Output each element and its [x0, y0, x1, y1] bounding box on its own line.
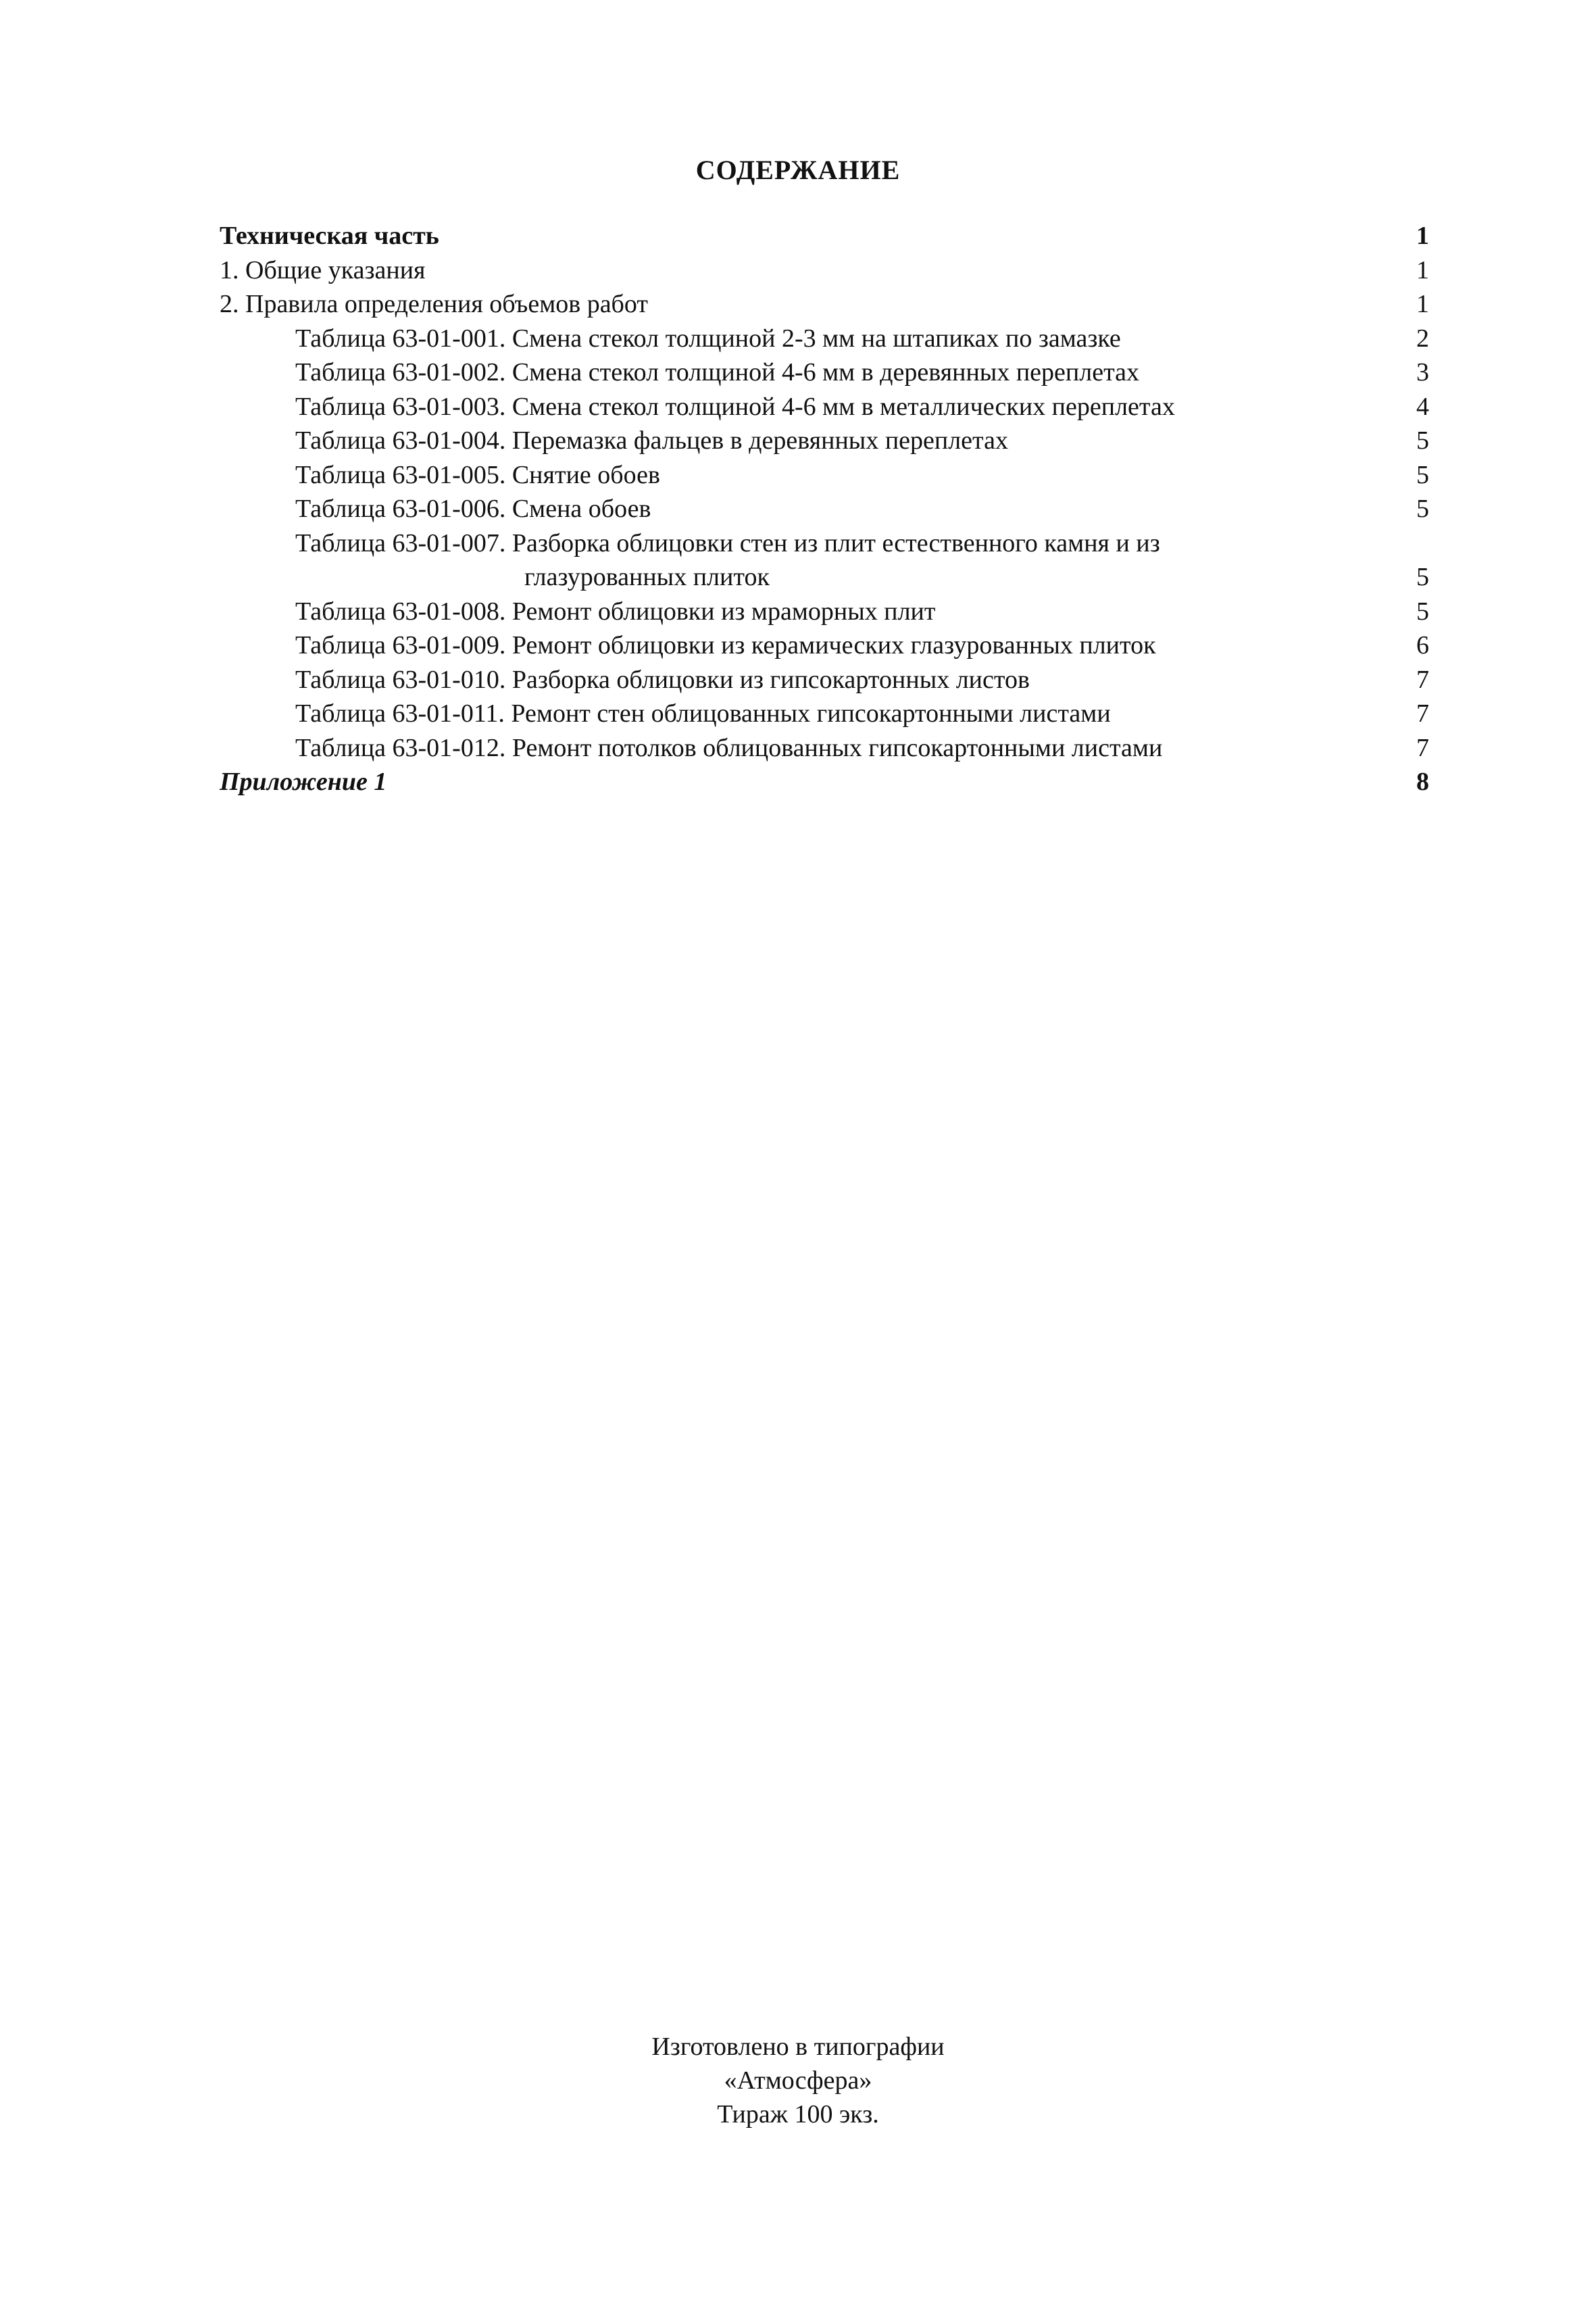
imprint-printer-name: «Атмосфера»: [724, 2066, 872, 2095]
page-title: СОДЕРЖАНИЕ: [695, 155, 901, 185]
toc-entry-title-wrap: [295, 526, 1321, 595]
toc-page-number: 4: [1416, 392, 1429, 421]
toc-entry-title: Таблица 63-01-011. Ремонт стен облицованных гипсокартонными листами: [295, 699, 1111, 728]
toc-entry-title: Таблица 63-01-012. Ремонт потолков облицованных гипсокартонными листами: [295, 733, 1163, 762]
toc-entry-title: Таблица 63-01-005. Снятие обоев: [295, 460, 660, 489]
toc-page-number: 8: [1416, 768, 1429, 796]
toc-entry-appendix-1[interactable]: [220, 765, 1429, 799]
toc-entry-title: Таблица 63-01-010. Разборка облицовки из гипсокартонных листов: [295, 665, 1030, 694]
imprint-printer-line: Изготовлено в типографии: [651, 2033, 945, 2061]
toc-entry-table-003[interactable]: [220, 390, 1429, 424]
toc-entry-table-006[interactable]: [220, 492, 1429, 526]
toc-entry-table-007[interactable]: [220, 526, 1429, 595]
toc-entry-table-001[interactable]: [220, 322, 1429, 356]
toc-entry-table-002[interactable]: [220, 355, 1429, 390]
toc-page-number: 1: [1416, 290, 1429, 318]
toc-page-number: 5: [1416, 597, 1429, 626]
toc-page-number: 3: [1416, 358, 1429, 387]
toc-entry-table-011[interactable]: [220, 697, 1429, 731]
toc-entry-title: Приложение 1: [220, 768, 387, 796]
toc-page-number: 5: [1416, 426, 1429, 455]
toc-entry-table-008[interactable]: [220, 595, 1429, 629]
print-imprint: [0, 2030, 1596, 2131]
toc-entry-title: Таблица 63-01-007. Разборка облицовки стен из плит естественного камня и из: [295, 528, 1160, 557]
toc-entry-table-005[interactable]: [220, 458, 1429, 493]
toc-page-number: 7: [1416, 665, 1429, 694]
toc-entry-title: Таблица 63-01-003. Смена стекол толщиной 4-6 мм в металлических переплетах: [295, 392, 1175, 421]
toc-page-number: 5: [1416, 460, 1429, 489]
toc-entry-volume-rules[interactable]: [220, 287, 1429, 322]
toc-page-number: 6: [1416, 631, 1429, 659]
toc-entry-title: Таблица 63-01-008. Ремонт облицовки из мраморных плит: [295, 597, 936, 626]
toc-page-number: 2: [1416, 324, 1429, 353]
toc-page-number: 5: [1416, 495, 1429, 523]
toc-entry-table-010[interactable]: [220, 663, 1429, 697]
toc-entry-title: Техническая часть: [220, 222, 439, 250]
toc-entry-title: Таблица 63-01-006. Смена обоев: [295, 495, 651, 523]
toc-entry-table-009[interactable]: [220, 628, 1429, 663]
toc-entry-table-004[interactable]: [220, 424, 1429, 458]
toc-entry-title-continuation: глазурованных плиток: [524, 563, 770, 591]
toc-entry-title: Таблица 63-01-004. Перемазка фальцев в деревянных переплетах: [295, 426, 1008, 455]
toc-entry-general-instructions[interactable]: [220, 253, 1429, 288]
table-of-contents: [220, 219, 1429, 799]
toc-entry-title: Таблица 63-01-002. Смена стекол толщиной 4-6 мм в деревянных переплетах: [295, 358, 1140, 387]
toc-page-number: 1: [1416, 255, 1429, 284]
toc-page-number: 7: [1416, 733, 1429, 762]
toc-entry-title: 1. Общие указания: [220, 255, 426, 284]
toc-entry-title: Таблица 63-01-009. Ремонт облицовки из керамических глазурованных плиток: [295, 631, 1156, 659]
toc-page-number: 5: [1416, 563, 1429, 591]
toc-entry-table-012[interactable]: [220, 731, 1429, 766]
imprint-print-run: Тираж 100 экз.: [717, 2100, 879, 2129]
toc-entry-title: Таблица 63-01-001. Смена стекол толщиной 2-3 мм на штапиках по замазке: [295, 324, 1121, 353]
toc-page-number: 7: [1416, 699, 1429, 728]
toc-entry-title: 2. Правила определения объемов работ: [220, 290, 648, 318]
toc-page-number: 1: [1416, 222, 1429, 250]
toc-entry-technical-part[interactable]: [220, 219, 1429, 253]
